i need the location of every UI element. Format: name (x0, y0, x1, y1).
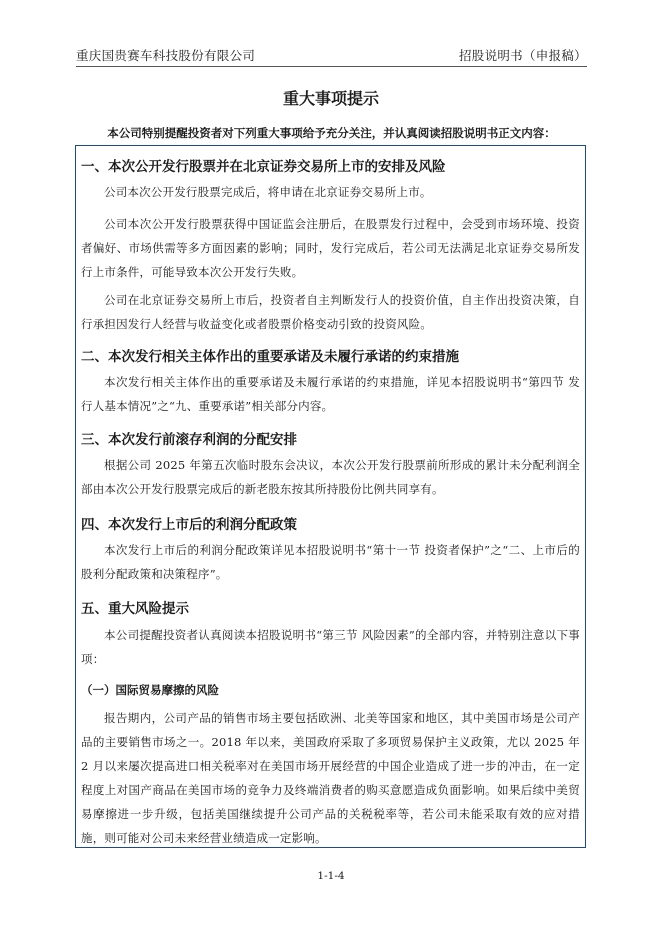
intro-notice: 本公司特别提醒投资者对下列重大事项给予充分关注，并认真阅读招股说明书正文内容： (107, 126, 556, 140)
section-4-heading: 四、本次发行上市后的利润分配政策 (81, 517, 297, 533)
section-1-heading: 一、本次公开发行股票并在北京证券交易所上市的安排及风险 (81, 159, 446, 175)
page-header (76, 44, 587, 67)
header-document-type: 招股说明书（申报稿） (458, 48, 587, 63)
section-1-paragraph-2: 公司本次公开发行股票获得中国证监会注册后，在股票发行过程中，会受到市场环境、投资者偏好、市场供需等多方面因素的影响；同时，发行完成后，若公司无法满足北京证券交易所发行上市条件，可能导致本次公开发行失败。 (81, 217, 580, 279)
section-1-paragraph-3: 公司在北京证券交易所上市后，投资者自主判断发行人的投资价值，自主作出投资决策，自行承担因发行人经营与收益变化或者股票价格变动引致的投资风险。 (81, 293, 580, 331)
section-4-paragraph-1: 本次发行上市后的利润分配政策详见本招股说明书“第十一节 投资者保护”之“二、上市后的股利分配政策和决策程序”。 (81, 543, 580, 581)
section-3-paragraph-1: 根据公司 2025 年第五次临时股东会决议，本次公开发行股票前所形成的累计未分配利润全部由本次公开发行股票完成后的新老股东按其所持股份比例共同享有。 (81, 458, 580, 496)
section-5-paragraph-1: 本公司提醒投资者认真阅读本招股说明书“第三节 风险因素”的全部内容，并特别注意以下事项： (81, 628, 580, 666)
section-5-heading: 五、重大风险提示 (81, 601, 189, 617)
section-2-paragraph-1: 本次发行相关主体作出的重要承诺及未履行承诺的约束措施，详见本招股说明书“第四节 发行人基本情况”之“九、重要承诺”相关部分内容。 (81, 375, 580, 413)
section-3-heading: 三、本次发行前滚存利润的分配安排 (81, 432, 297, 448)
subsection-1-paragraph-1: 报告期内，公司产品的销售市场主要包括欧洲、北美等国家和地区，其中美国市场是公司产品的主要销售市场之一。2018 年以来，美国政府采取了多项贸易保护主义政策，尤以 2025 年 2 月以来屡次提高进口相关税率对在美国市场开展经营的中国企业造成了进一步的冲击，在一定程度上对国产商品在美国市场的竞争力及终端消费者的购买意愿造成负面影响。如果后续中美贸易摩擦进一步升级，包括美国继续提升公司产品的关税税率等，若公司未能采取有效的应对措施，则可能对公司未来经营业绩造成一定影响。 (81, 711, 580, 845)
section-1-paragraph-1: 公司本次公开发行股票完成后，将申请在北京证券交易所上市。 (104, 185, 432, 199)
page-number: 1-1-4 (317, 870, 345, 882)
page-title: 重大事项提示 (282, 89, 379, 108)
header-company-name: 重庆国贵赛车科技股份有限公司 (76, 48, 256, 63)
section-2-heading: 二、本次发行相关主体作出的重要承诺及未履行承诺的约束措施 (81, 349, 459, 365)
content-frame (75, 145, 586, 848)
subsection-1-heading: （一）国际贸易摩擦的风险 (81, 683, 219, 697)
